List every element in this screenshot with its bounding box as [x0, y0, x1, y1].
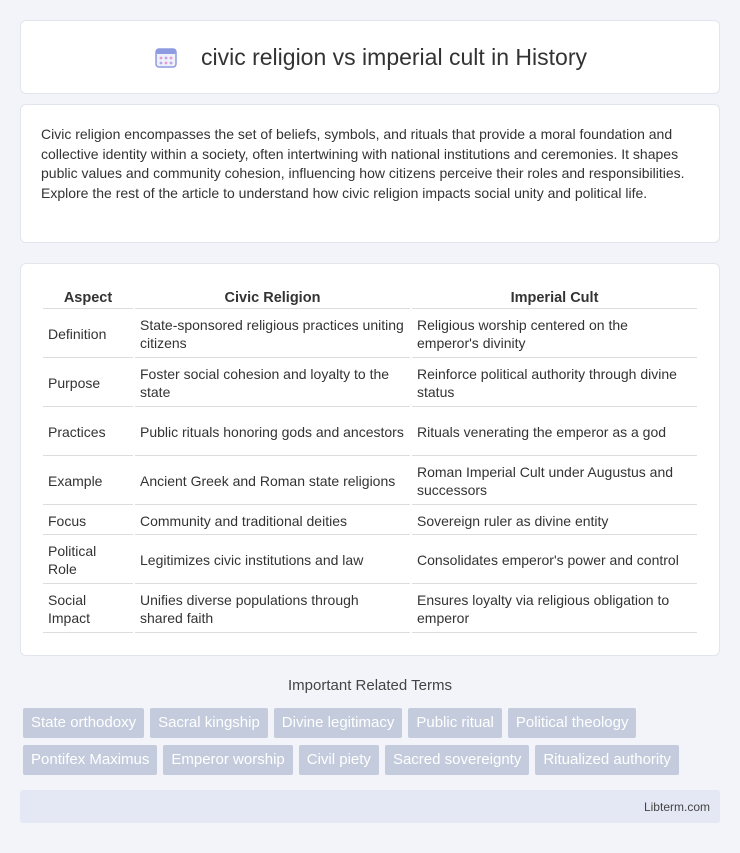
- civic-cell: Community and traditional deities: [135, 507, 410, 535]
- imperial-cell: Consolidates emperor's power and control: [412, 537, 697, 584]
- imperial-cell: Reinforce political authority through divine status: [412, 360, 697, 407]
- aspect-cell: Example: [43, 458, 133, 505]
- related-term-tag[interactable]: Pontifex Maximus: [23, 745, 157, 775]
- imperial-cell: Sovereign ruler as divine entity: [412, 507, 697, 535]
- related-term-tag[interactable]: Ritualized authority: [535, 745, 679, 775]
- related-term-tag[interactable]: Divine legitimacy: [274, 708, 403, 738]
- comparison-card: [20, 263, 720, 656]
- related-term-tag[interactable]: Emperor worship: [163, 745, 292, 775]
- imperial-cell: Rituals venerating the emperor as a god: [412, 409, 697, 456]
- related-term-tag[interactable]: Sacral kingship: [150, 708, 268, 738]
- calendar-icon: [153, 44, 179, 70]
- related-terms-list: [20, 708, 720, 775]
- table-row: [43, 360, 697, 407]
- civic-cell: Ancient Greek and Roman state religions: [135, 458, 410, 505]
- aspect-cell: Focus: [43, 507, 133, 535]
- table-row: [43, 537, 697, 584]
- aspect-cell: Social Impact: [43, 586, 133, 633]
- header-civic-religion: Civic Religion: [135, 286, 410, 309]
- aspect-cell: Political Role: [43, 537, 133, 584]
- table-row: [43, 586, 697, 633]
- related-terms-title: Important Related Terms: [288, 677, 452, 694]
- related-term-tag[interactable]: Civil piety: [299, 745, 379, 775]
- civic-cell: State-sponsored religious practices uniting citizens: [135, 311, 410, 358]
- table-row: [43, 311, 697, 358]
- civic-cell: Unifies diverse populations through shared faith: [135, 586, 410, 633]
- civic-cell: Public rituals honoring gods and ancestors: [135, 409, 410, 456]
- intro-text: Civic religion encompasses the set of beliefs, symbols, and rituals that provide a moral foundation and collective identity within a society, often intertwining with national institutions and ceremonies. It shapes public values and community cohesion, influencing how citizens perceive their roles and responsibilities. Explore the rest of the article to understand how civic religion impacts social unity and political life.: [41, 126, 685, 201]
- header-aspect: Aspect: [43, 286, 133, 309]
- aspect-cell: Purpose: [43, 360, 133, 407]
- related-term-tag[interactable]: Sacred sovereignty: [385, 745, 529, 775]
- civic-cell: Legitimizes civic institutions and law: [135, 537, 410, 584]
- header-imperial-cult: Imperial Cult: [412, 286, 697, 309]
- footer-brand[interactable]: Libterm.com: [643, 799, 710, 814]
- table-row: [43, 409, 697, 456]
- related-term-tag[interactable]: Public ritual: [408, 708, 502, 738]
- table-header-row: [43, 286, 697, 309]
- table-row: [43, 458, 697, 505]
- comparison-table: [41, 284, 699, 635]
- related-term-tag[interactable]: State orthodoxy: [23, 708, 144, 738]
- intro-card: [20, 104, 720, 243]
- table-row: [43, 507, 697, 535]
- imperial-cell: Ensures loyalty via religious obligation to emperor: [412, 586, 697, 633]
- aspect-cell: Definition: [43, 311, 133, 358]
- civic-cell: Foster social cohesion and loyalty to the state: [135, 360, 410, 407]
- imperial-cell: Religious worship centered on the emperor's divinity: [412, 311, 697, 358]
- related-terms-section: [20, 677, 720, 775]
- related-term-tag[interactable]: Political theology: [508, 708, 637, 738]
- footer: [20, 790, 720, 823]
- page-title: civic religion vs imperial cult in History: [201, 43, 587, 70]
- title-card: [20, 20, 720, 94]
- imperial-cell: Roman Imperial Cult under Augustus and successors: [412, 458, 697, 505]
- aspect-cell: Practices: [43, 409, 133, 456]
